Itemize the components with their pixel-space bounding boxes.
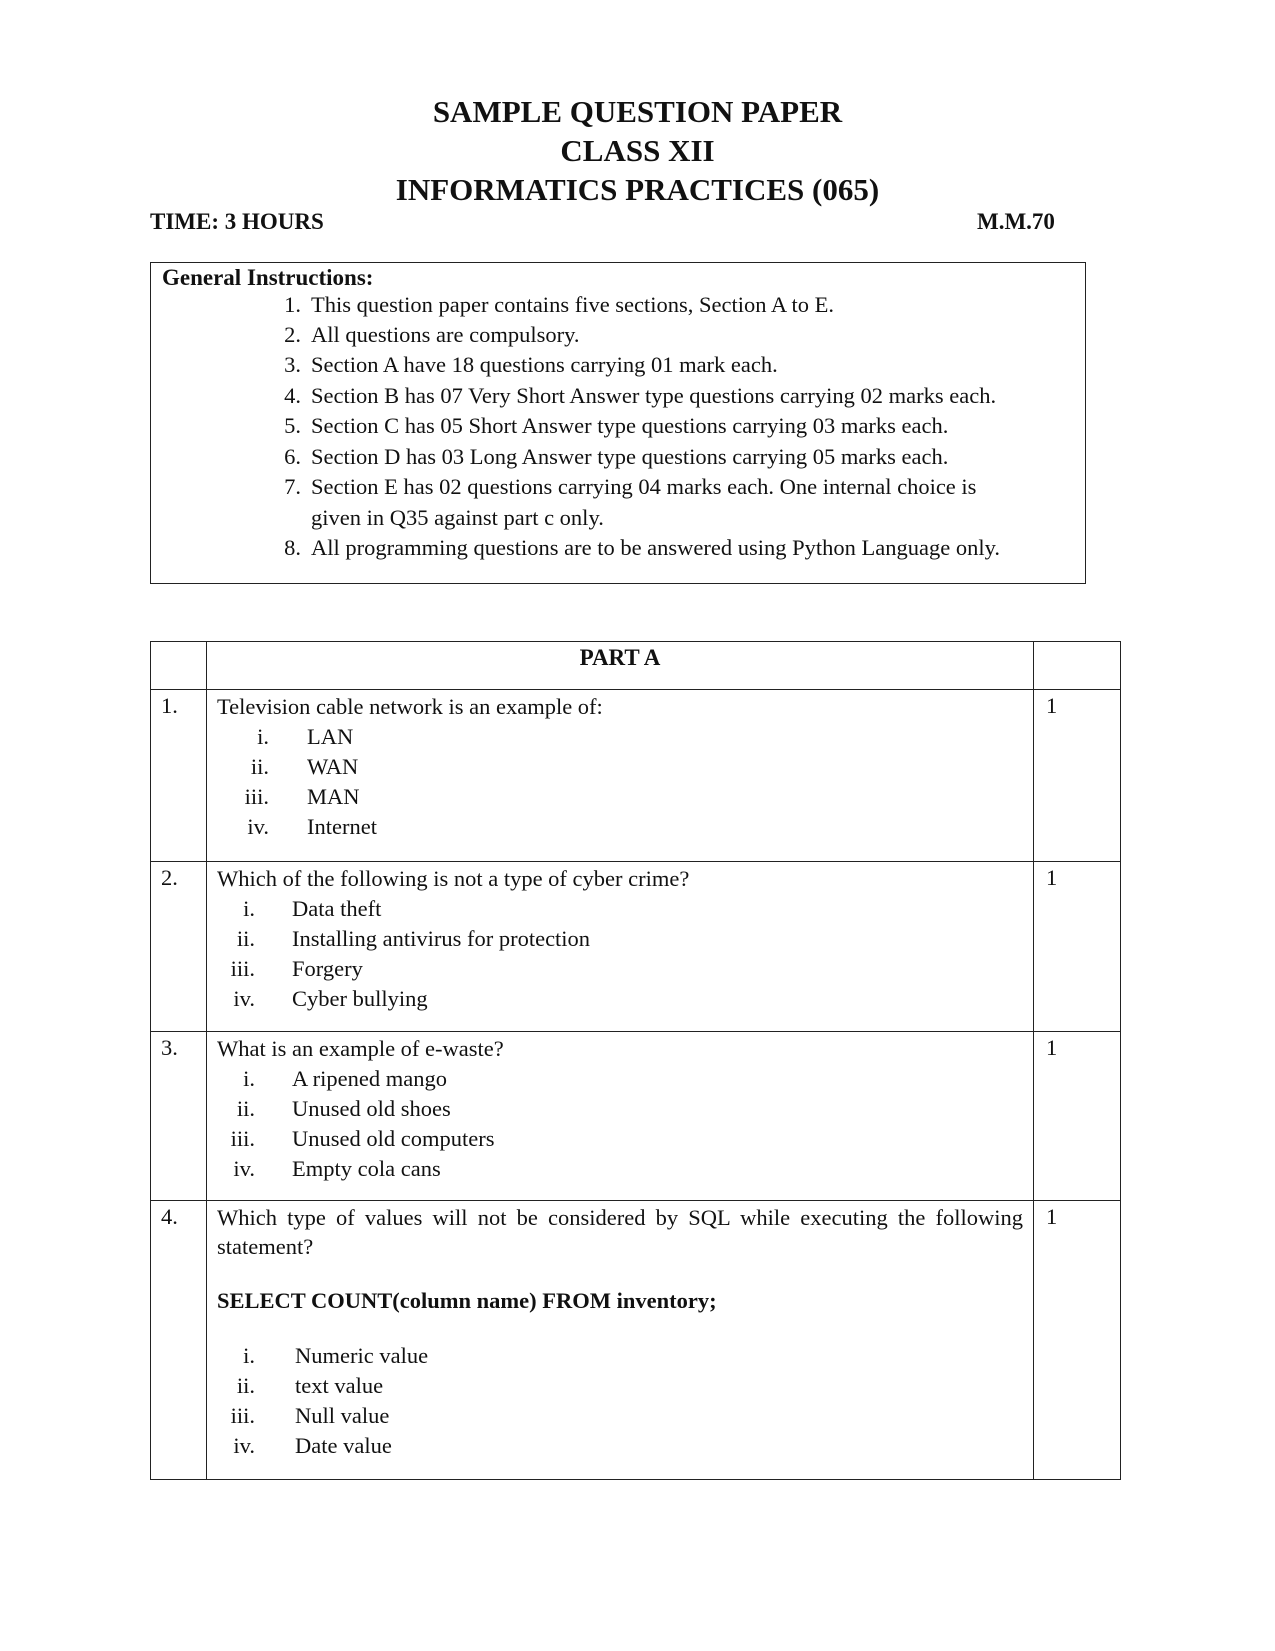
option-text: WAN: [307, 754, 359, 780]
part-a-question-table: [150, 641, 1121, 1480]
option-text: MAN: [307, 784, 360, 810]
instruction-text: All programming questions are to be answered using Python Language only.: [311, 535, 1001, 560]
instruction-text: Section D has 03 Long Answer type questions carrying 05 marks each.: [311, 444, 949, 469]
option-text: A ripened mango: [292, 1065, 447, 1091]
option: [217, 1094, 1023, 1124]
instruction-text: All questions are compulsory.: [311, 322, 580, 347]
option-text: text value: [295, 1373, 384, 1399]
option: [217, 722, 1023, 752]
option: [217, 924, 1023, 954]
option: [217, 1154, 1023, 1184]
instruction-number: 8.: [284, 535, 301, 560]
instruction-text: Section C has 05 Short Answer type questions carrying 03 marks each.: [311, 413, 949, 438]
paper-title: SAMPLE QUESTION PAPER: [432, 94, 843, 129]
question-number: 4.: [151, 1201, 207, 1480]
option: [217, 752, 1023, 782]
instruction-number: 5.: [284, 413, 301, 438]
part-heading-row: [151, 642, 1121, 690]
option: [217, 1401, 1023, 1431]
time-allowed: TIME: 3 HOURS: [150, 209, 324, 234]
question-marks: 1: [1034, 1031, 1121, 1201]
subject-title: INFORMATICS PRACTICES (065): [395, 172, 880, 207]
instruction-number: 2.: [284, 322, 301, 347]
question-body: [207, 862, 1034, 1032]
question-text: Which of the following is not a type of cyber crime?: [217, 866, 690, 892]
option-number: ii.: [236, 926, 255, 952]
option: [217, 1124, 1023, 1154]
instruction-text: This question paper contains five sections, Section A to E.: [311, 292, 835, 317]
instruction-text: given in Q35 against part c only.: [311, 505, 604, 530]
table-row: [151, 1201, 1121, 1480]
option: [217, 984, 1023, 1014]
sql-statement: SELECT COUNT(column name) FROM inventory;: [217, 1288, 717, 1314]
question-body: [207, 690, 1034, 862]
instruction-number: 6.: [284, 444, 301, 469]
question-body: [207, 1201, 1034, 1480]
class-title: CLASS XII: [560, 133, 715, 168]
question-number: 1.: [151, 690, 207, 862]
option-number: ii.: [236, 1373, 255, 1399]
option-number: iv.: [233, 1433, 255, 1459]
question-marks: 1: [1034, 1201, 1121, 1480]
option-number: i.: [243, 896, 255, 922]
question-marks: 1: [1034, 862, 1121, 1032]
question-text: Television cable network is an example of:: [217, 694, 603, 720]
option: [217, 1431, 1023, 1461]
option: [217, 782, 1023, 812]
instruction-text: Section E has 02 questions carrying 04 marks each. One internal choice is: [311, 474, 977, 499]
instruction-number: 1.: [284, 292, 301, 317]
option-number: ii.: [250, 754, 269, 780]
option-text: Installing antivirus for protection: [292, 926, 591, 952]
option-number: iii.: [230, 1125, 255, 1151]
option-number: i.: [243, 1343, 255, 1369]
option-number: iv.: [247, 814, 269, 840]
option-number: i.: [257, 724, 269, 750]
option: [217, 812, 1023, 842]
table-row: [151, 862, 1121, 1032]
option-number: ii.: [236, 1095, 255, 1121]
option-text: Unused old computers: [292, 1125, 495, 1151]
option-text: Date value: [295, 1433, 392, 1459]
instructions-heading: General Instructions:: [162, 265, 374, 290]
option-text: Empty cola cans: [292, 1155, 441, 1181]
instruction-text: Section A have 18 questions carrying 01 mark each.: [311, 352, 778, 377]
general-instructions-box: [150, 262, 1086, 584]
option-number: iv.: [233, 986, 255, 1012]
option-number: iii.: [230, 956, 255, 982]
question-number: 3.: [151, 1031, 207, 1201]
option-text: Numeric value: [295, 1343, 429, 1369]
option: [217, 1064, 1023, 1094]
option-text: LAN: [307, 724, 354, 750]
question-text: Which type of values will not be considered by SQL while executing the following statement?: [217, 1205, 1023, 1260]
table-row: [151, 1031, 1121, 1201]
option: [217, 1341, 1023, 1371]
option-text: Internet: [307, 814, 377, 840]
empty-cell: [1034, 642, 1121, 690]
max-marks: M.M.70: [977, 209, 1055, 234]
question-body: [207, 1031, 1034, 1201]
question-marks: 1: [1034, 690, 1121, 862]
question-text: What is an example of e-waste?: [217, 1035, 504, 1061]
option: [217, 954, 1023, 984]
option-text: Unused old shoes: [292, 1095, 451, 1121]
option: [217, 894, 1023, 924]
option-number: i.: [243, 1065, 255, 1091]
option-number: iii.: [230, 1403, 255, 1429]
option-text: Null value: [295, 1403, 390, 1429]
option-number: iv.: [233, 1155, 255, 1181]
instruction-number: 3.: [284, 352, 301, 377]
table-row: [151, 690, 1121, 862]
part-heading: PART A: [207, 642, 1034, 690]
empty-cell: [151, 642, 207, 690]
instruction-text: Section B has 07 Very Short Answer type questions carrying 02 marks each.: [311, 383, 997, 408]
option-text: Data theft: [292, 896, 382, 922]
instruction-number: 4.: [284, 383, 301, 408]
question-number: 2.: [151, 862, 207, 1032]
instruction-number: 7.: [284, 474, 301, 499]
option-number: iii.: [244, 784, 269, 810]
option: [217, 1371, 1023, 1401]
option-text: Forgery: [292, 956, 363, 982]
option-text: Cyber bullying: [292, 986, 428, 1012]
